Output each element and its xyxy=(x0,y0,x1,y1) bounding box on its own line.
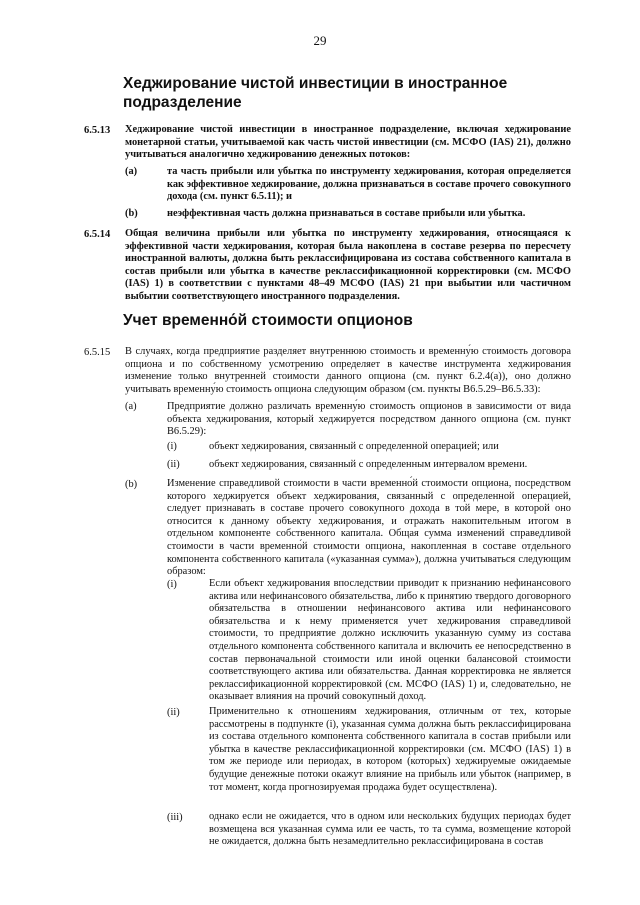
paragraph-number: 6.5.15 xyxy=(84,347,111,358)
item-label-a: (a) xyxy=(125,166,138,177)
item-text-b: Изменение справедливой стоимости в части временно́й стоимости опциона, посредством которого хеджируется объект хеджирования, связанный с определенной операцией, следует признавать в составе прочего совокупного дохода в той мере, в которой оно относится к данному объекту хеджирования, и отражать накопительным итогом в отдельном компоненте собственного капитала. Общая сумма изменений справедливой стоимости в части временно́й стоимости опциона, накопленная в составе отдельного компонента собственного капитала («указанная сумма»), должна учитываться следующим образом: xyxy=(167,478,571,578)
page-number: 29 xyxy=(313,33,327,48)
subitem-label-b-ii: (ii) xyxy=(167,707,180,718)
subitem-label-a-ii: (ii) xyxy=(167,459,180,470)
subitem-text-b-iii: однако если не ожидается, что в одном или нескольких будущих периодах будет возмещена вся указанная сумма или ее часть, то та сумма, возмещение которой не ожидается, должна быть незамедлительно реклассифицирована в состав xyxy=(209,811,571,848)
subitem-text-a-ii: объект хеджирования, связанный с определенным интервалом времени. xyxy=(209,459,528,470)
subitem-label-a-i: (i) xyxy=(167,441,177,452)
paragraph-text: Хеджирование чистой инвестиции в иностранное подразделение, включая хеджирование монетарной статьи, учитываемой как часть чистой инвестиции (см. МСФО (IAS) 21), должно учитываться аналогично хеджированию денежных потоков: xyxy=(125,124,571,161)
subitem-label-b-iii: (iii) xyxy=(167,812,183,823)
subitem-label-b-i: (i) xyxy=(167,579,177,590)
section-heading-option-time-value: Учет временно́й стоимости опционов xyxy=(123,312,413,329)
item-label-a: (a) xyxy=(125,401,137,412)
section-heading-net-investment-hedge: Хеджирование чистой инвестиции в иностранное подразделение xyxy=(123,75,508,111)
paragraph-text: Общая величина прибыли или убытка по инструменту хеджирования, относящаяся к эффективной части хеджирования, которая была накоплена в составе резерва по пересчету иностранной валюты, должна быть реклассифицирована из состава собственного капитала в состав прибыли или убытка в качестве реклассификационной корректировки (см. МСФО (IAS) 1) в соответствии с пунктами 48–49 МСФО (IAS) 21 при выбытии или частичном выбытии соответствующего иностранного подразделения. xyxy=(125,228,571,302)
paragraph-number: 6.5.13 xyxy=(84,125,111,136)
item-text-a: та часть прибыли или убытка по инструменту хеджирования, которая определяется как эффективное хеджирование, должна признаваться в составе прочего совокупного дохода (см. пункт 6.5.11); и xyxy=(167,166,571,203)
item-text-a: Предприятие должно различать временну́ю стоимость опционов в зависимости от вида объекта хеджирования, который хеджируется посредством данного опциона (см. пункт B6.5.29): xyxy=(167,401,571,438)
item-label-b: (b) xyxy=(125,208,138,219)
paragraph-number: 6.5.14 xyxy=(84,229,111,240)
subitem-text-b-i: Если объект хеджирования впоследствии приводит к признанию нефинансового актива или нефинансового обязательства, либо к принятию твердого договорного обязательства в отношении нефинансового актива или нефинансового обязательства и к нему применяется учет хеджирования справедливой стоимости, то предприятие должно исключить указанную сумму из состава отдельного компонента собственного капитала и включить ее непосредственно в состав первоначальной стоимости или иной оценки балансовой стоимости соответствующего актива или обязательства. Данная корректировка не является реклассификационной корректировкой (см. МСФО (IAS) 1) и, следовательно, не оказывает влияния на прочий совокупный доход. xyxy=(209,578,571,703)
subitem-text-b-ii: Применительно к отношениям хеджирования, отличным от тех, которые рассмотрены в подпункте (i), указанная сумма должна быть реклассифицирована из состава отдельного компонента собственного капитала в состав прибыли или убытка в качестве реклассификационной корректировки (см. МСФО (IAS) 1) в том же периоде или периодах, в котором (которых) хеджируемые ожидаемые будущие денежные потоки окажут влияние на прибыль или убыток (например, в тот момент, когда прогнозируемая продажа будет осуществлена). xyxy=(209,706,571,793)
paragraph-text: В случаях, когда предприятие разделяет внутреннюю стоимость и временну́ю стоимость договора опциона и по собственному усмотрению определяет в качестве инструмента хеджирования изменение только внутренней стоимости данного опциона (см. пункт 6.2.4(a)), оно должно учитывать временну́ю стоимость опциона следующим образом (см. пункты B6.5.29–B6.5.33): xyxy=(125,346,571,395)
item-text-b: неэффективная часть должна признаваться в составе прибыли или убытка. xyxy=(167,208,526,219)
item-label-b: (b) xyxy=(125,479,138,490)
subitem-text-a-i: объект хеджирования, связанный с определенной операцией; или xyxy=(209,441,499,452)
